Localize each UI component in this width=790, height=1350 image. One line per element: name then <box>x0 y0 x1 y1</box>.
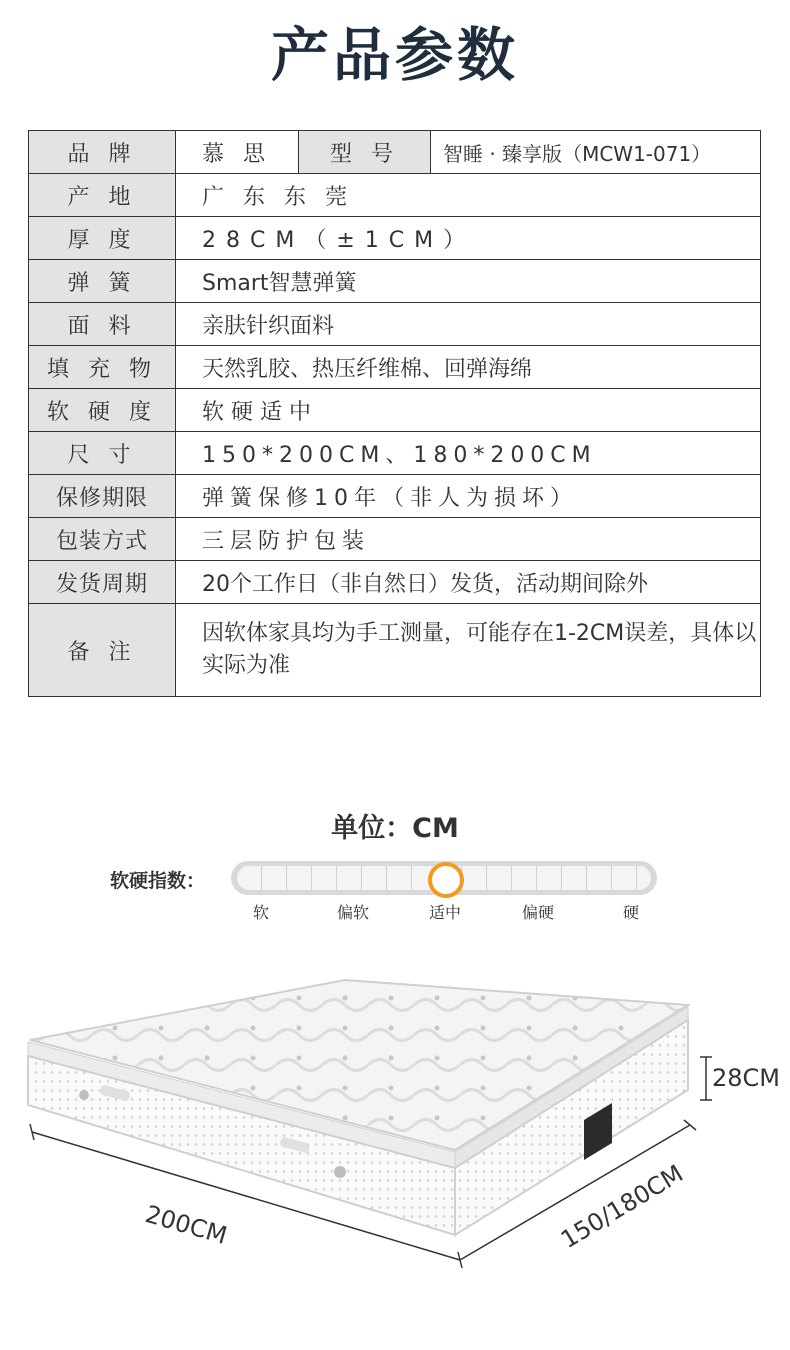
row-key: 保修期限 <box>29 475 176 518</box>
length-dimension: 200CM <box>142 1200 231 1250</box>
brand-value: 慕 思 <box>176 131 299 174</box>
firmness-tick: 软 <box>252 903 270 922</box>
table-row <box>29 432 761 475</box>
row-value: 广 东 东 莞 <box>176 174 761 217</box>
row-value: 三层防护包装 <box>176 518 761 561</box>
table-row <box>29 217 761 260</box>
height-dimension: 28CM <box>712 1064 781 1092</box>
row-key: 发货周期 <box>29 561 176 604</box>
firmness-label: 软硬指数： <box>110 870 206 892</box>
table-row <box>29 303 761 346</box>
mattress-illustration <box>0 960 790 1290</box>
row-value: 150*200CM、180*200CM <box>176 432 761 475</box>
firmness-tick: 偏软 <box>336 903 370 922</box>
table-row <box>29 346 761 389</box>
row-key: 备 注 <box>29 604 176 697</box>
width-dimension: 150/180CM <box>556 1159 689 1255</box>
row-key: 厚 度 <box>29 217 176 260</box>
table-row <box>29 475 761 518</box>
table-row <box>29 131 761 174</box>
row-value: 亲肤针织面料 <box>176 303 761 346</box>
row-key: 尺 寸 <box>29 432 176 475</box>
row-key: 填 充 物 <box>29 346 176 389</box>
firmness-tick: 硬 <box>622 903 640 922</box>
row-value: 因软体家具均为手工测量，可能存在1-2CM误差，具体以实际为准 <box>176 604 761 697</box>
table-row <box>29 389 761 432</box>
table-row <box>29 174 761 217</box>
table-row <box>29 260 761 303</box>
params-table <box>28 130 761 697</box>
row-key: 产 地 <box>29 174 176 217</box>
brand-key: 品 牌 <box>29 131 176 174</box>
row-key: 软 硬 度 <box>29 389 176 432</box>
firmness-tick: 适中 <box>428 903 462 922</box>
table-row <box>29 518 761 561</box>
page-title: 产品参数 <box>270 21 519 89</box>
row-key: 面 料 <box>29 303 176 346</box>
row-value: 弹簧保修10年（非人为损坏） <box>176 475 761 518</box>
table-row <box>29 604 761 697</box>
firmness-knob <box>428 862 464 898</box>
row-value: 28CM（±1CM） <box>176 217 761 260</box>
firmness-tick: 偏硬 <box>521 903 555 922</box>
row-value: 20个工作日（非自然日）发货，活动期间除外 <box>176 561 761 604</box>
table-row <box>29 561 761 604</box>
unit-label: 单位：CM <box>331 813 459 844</box>
row-value: Smart智慧弹簧 <box>176 260 761 303</box>
model-key: 型 号 <box>299 131 431 174</box>
row-key: 弹 簧 <box>29 260 176 303</box>
row-value: 软 硬 适 中 <box>176 389 761 432</box>
row-key: 包装方式 <box>29 518 176 561</box>
model-value: 智睡 · 臻享版（MCW1-071） <box>431 131 761 174</box>
row-value: 天然乳胶、热压纤维棉、回弹海绵 <box>176 346 761 389</box>
